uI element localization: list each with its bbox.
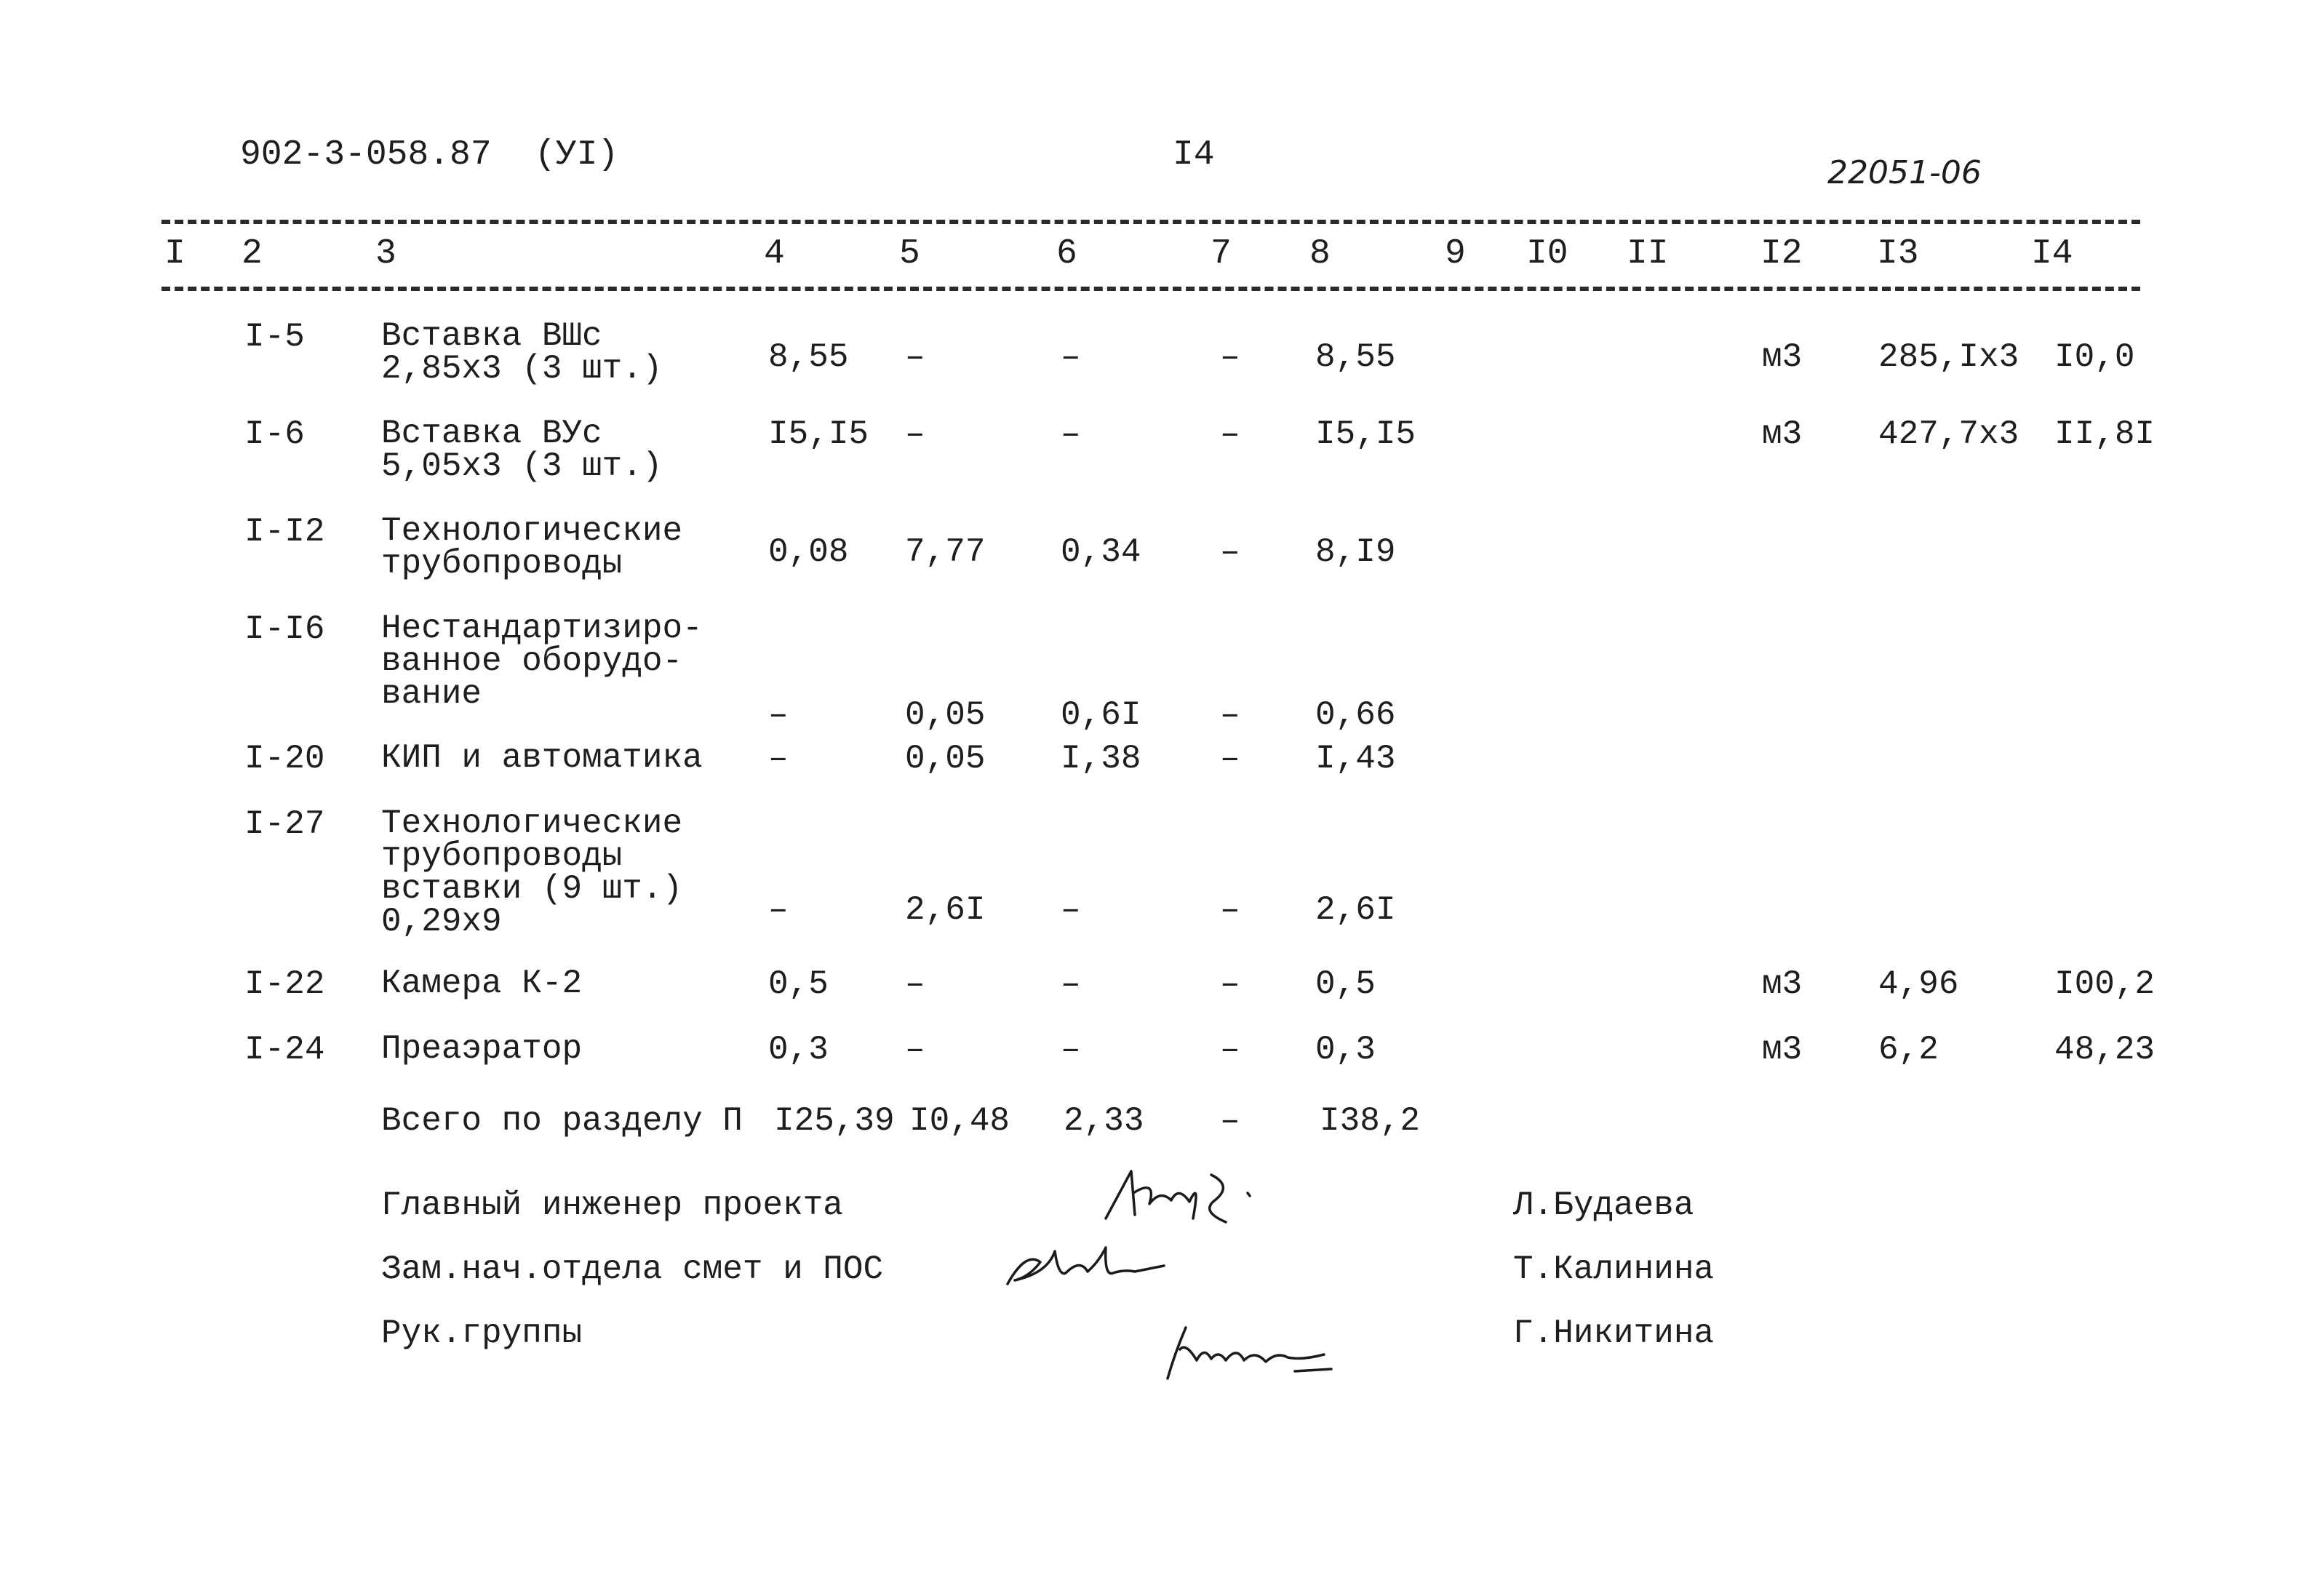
item-name-line: Технологические (381, 805, 683, 842)
signature-person: Т.Калинина (1513, 1250, 1715, 1288)
item-name-line: Камера К-2 (381, 965, 583, 1002)
signature-person: Г.Никитина (1513, 1314, 1715, 1352)
cell-col-4: – (768, 696, 789, 734)
item-name-line: вание (381, 675, 482, 713)
page-number: I4 (1173, 135, 1215, 175)
column-header: I (164, 234, 186, 274)
item-code: I-27 (244, 805, 325, 843)
item-code: I-24 (244, 1031, 325, 1069)
signature-scribble-3 (1157, 1309, 1346, 1389)
cell-col-7: – (1220, 533, 1240, 571)
cell-col-13: 285,Iх3 (1878, 338, 2019, 376)
item-code: I-6 (244, 415, 305, 453)
item-name-line: 2,85х3 (3 шт.) (381, 350, 663, 388)
signature-person: Л.Будаева (1513, 1186, 1694, 1224)
item-name-line: Вставка ВУс (381, 415, 602, 452)
column-header: I2 (1760, 234, 1803, 274)
column-header: 7 (1211, 234, 1232, 274)
item-name-line: Вставка ВШс (381, 317, 602, 355)
item-name-line: 0,29х9 (381, 903, 502, 941)
column-header: 6 (1056, 234, 1077, 274)
cell-col-5: – (905, 338, 925, 376)
signature-role: Рук.группы (381, 1314, 583, 1352)
cell-col-8: I5,I5 (1315, 415, 1416, 453)
signature-role: Зам.нач.отдела смет и ПОС (381, 1250, 884, 1288)
cell-col-8: 0,5 (1315, 965, 1376, 1003)
cell-col-13: 427,7х3 (1878, 415, 2019, 453)
item-name-line: трубопроводы (381, 545, 623, 583)
cell-col-4: – (768, 740, 789, 778)
cell-col-5: – (905, 415, 925, 453)
column-header: 8 (1309, 234, 1331, 274)
header-top-rule (161, 220, 2140, 224)
column-header: I3 (1877, 234, 1919, 274)
cell-col-6: 0,6I (1061, 696, 1141, 734)
item-name-line: вставки (9 шт.) (381, 870, 683, 908)
cell-col-13: 4,96 (1878, 965, 1959, 1003)
cell-col-7: – (1220, 1031, 1240, 1069)
cell-col-8: 8,55 (1315, 338, 1396, 376)
cell-col-5: – (905, 965, 925, 1003)
cell-col-14: II,8I (2054, 415, 2156, 453)
cell-col-6: 0,34 (1061, 533, 1141, 571)
cell-col-14: 48,23 (2054, 1031, 2156, 1069)
column-header: I0 (1526, 234, 1568, 274)
cell-col-8: 2,6I (1315, 891, 1396, 929)
cell-col-12: м3 (1762, 965, 1803, 1003)
cell-col-6: – (1061, 965, 1081, 1003)
column-header: 5 (899, 234, 920, 274)
cell-col-8: 0,66 (1315, 696, 1396, 734)
cell-col-7: – (1220, 415, 1240, 453)
total-label: Всего по разделу П (381, 1102, 743, 1140)
total-col-6: 2,33 (1064, 1102, 1144, 1140)
item-name-line: трубопроводы (381, 837, 623, 875)
cell-col-8: 0,3 (1315, 1031, 1376, 1069)
item-name-line: Преаэратор (381, 1030, 583, 1068)
cell-col-5: 2,6I (905, 891, 986, 929)
cell-col-4: 0,5 (768, 965, 829, 1003)
column-header: 2 (242, 234, 263, 274)
column-header: 3 (375, 234, 396, 274)
cell-col-13: 6,2 (1878, 1031, 1939, 1069)
total-col-7: – (1220, 1102, 1240, 1140)
cell-col-14: I00,2 (2054, 965, 2156, 1003)
cell-col-4: – (768, 891, 789, 929)
cell-col-7: – (1220, 891, 1240, 929)
cell-col-4: I5,I5 (768, 415, 869, 453)
item-name-line: 5,05х3 (3 шт.) (381, 447, 663, 485)
signature-scribble-2 (997, 1222, 1171, 1302)
document-part: (УI) (535, 135, 619, 175)
header-bottom-rule (161, 287, 2140, 291)
cell-col-7: – (1220, 740, 1240, 778)
cell-col-6: – (1061, 338, 1081, 376)
cell-col-6: – (1061, 1031, 1081, 1069)
cell-col-6: I,38 (1061, 740, 1141, 778)
cell-col-14: I0,0 (2054, 338, 2135, 376)
item-code: I-I2 (244, 513, 325, 551)
cell-col-7: – (1220, 338, 1240, 376)
item-code: I-20 (244, 740, 325, 778)
item-name-line: ванное оборудо- (381, 642, 683, 680)
cell-col-8: I,43 (1315, 740, 1396, 778)
cell-col-6: – (1061, 415, 1081, 453)
cell-col-5: 7,77 (905, 533, 986, 571)
cell-col-5: 0,05 (905, 740, 986, 778)
cell-col-7: – (1220, 696, 1240, 734)
item-name-line: Нестандартизиро- (381, 610, 703, 647)
item-code: I-22 (244, 965, 325, 1003)
column-header: II (1627, 234, 1669, 274)
total-col-8: I38,2 (1320, 1102, 1421, 1140)
total-col-5: I0,48 (909, 1102, 1010, 1140)
item-name-line: Технологические (381, 512, 683, 550)
cell-col-6: – (1061, 891, 1081, 929)
cell-col-5: – (905, 1031, 925, 1069)
document-code: 902-3-058.87 (240, 135, 492, 175)
cell-col-8: 8,I9 (1315, 533, 1396, 571)
total-col-4: I25,39 (774, 1102, 895, 1140)
cell-col-4: 0,3 (768, 1031, 829, 1069)
cell-col-7: – (1220, 965, 1240, 1003)
cell-col-12: м3 (1762, 1031, 1803, 1069)
cell-col-12: м3 (1762, 415, 1803, 453)
cell-col-12: м3 (1762, 338, 1803, 376)
item-code: I-5 (244, 318, 305, 356)
item-name-line: КИП и автоматика (381, 739, 703, 777)
cell-col-4: 8,55 (768, 338, 849, 376)
archive-stamp: 22051-06 (1827, 154, 1982, 191)
signature-role: Главный инженер проекта (381, 1186, 843, 1224)
column-header: 9 (1445, 234, 1466, 274)
item-code: I-I6 (244, 610, 325, 648)
cell-col-5: 0,05 (905, 696, 986, 734)
column-header: 4 (764, 234, 785, 274)
column-header: I4 (2031, 234, 2073, 274)
cell-col-4: 0,08 (768, 533, 849, 571)
